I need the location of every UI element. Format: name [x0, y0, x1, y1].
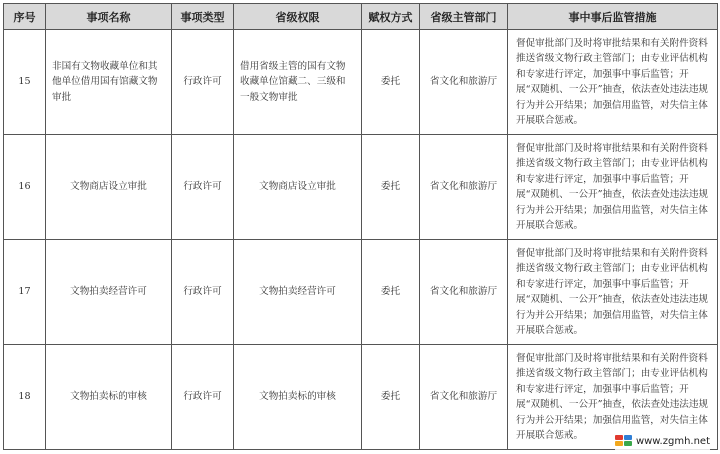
table-row: [4, 240, 718, 345]
header-provincial-authority: 省级权限: [234, 4, 362, 30]
cell-item-type: 行政许可: [172, 345, 234, 450]
cell-serial: 15: [4, 30, 46, 135]
logo-block-yellow: [615, 441, 623, 446]
table-header-row: [4, 4, 718, 30]
cell-empowerment-method: 委托: [362, 30, 420, 135]
cell-item-name: 文物拍卖标的审核: [46, 345, 172, 450]
cell-supervision-measures: 督促审批部门及时将审批结果和有关附件资料推送省级文物行政主管部门；由专业评估机构和专家进行评定，加强事中事后监管；开展“双随机、一公开”抽查，依法查处违法违规行为并公开结果；加强信用监管，对失信主体开展联合惩戒。: [508, 30, 718, 135]
cell-serial: 17: [4, 240, 46, 345]
cell-department: 省文化和旅游厅: [420, 135, 508, 240]
cell-department: 省文化和旅游厅: [420, 30, 508, 135]
logo-block-red: [615, 435, 623, 440]
cell-provincial-authority: 借用省级主管的国有文物收藏单位馆藏二、三级和一般文物审批: [234, 30, 362, 135]
cell-item-type: 行政许可: [172, 135, 234, 240]
cell-item-type: 行政许可: [172, 30, 234, 135]
table-row: [4, 345, 718, 450]
header-item-name: 事项名称: [46, 4, 172, 30]
cell-empowerment-method: 委托: [362, 240, 420, 345]
table-row: [4, 30, 718, 135]
cell-serial: 18: [4, 345, 46, 450]
cell-empowerment-method: 委托: [362, 345, 420, 450]
header-supervision-measures: 事中事后监管措施: [508, 4, 718, 30]
header-empowerment-method: 赋权方式: [362, 4, 420, 30]
site-watermark: [615, 431, 710, 451]
cell-item-type: 行政许可: [172, 240, 234, 345]
cell-supervision-measures: 督促审批部门及时将审批结果和有关附件资料推送省级文物行政主管部门；由专业评估机构和专家进行评定，加强事中事后监管；开展“双随机、一公开”抽查，依法查处违法违规行为并公开结果；加强信用监管，对失信主体开展联合惩戒。: [508, 240, 718, 345]
cell-provincial-authority: 文物拍卖经营许可: [234, 240, 362, 345]
table-row: [4, 135, 718, 240]
header-department: 省级主管部门: [420, 4, 508, 30]
cell-serial: 16: [4, 135, 46, 240]
header-item-type: 事项类型: [172, 4, 234, 30]
cell-provincial-authority: 文物拍卖标的审核: [234, 345, 362, 450]
logo-block-green: [624, 441, 632, 446]
logo-block-blue: [624, 435, 632, 440]
cell-provincial-authority: 文物商店设立审批: [234, 135, 362, 240]
watermark-text: www.zgmh.net: [635, 435, 710, 447]
cell-supervision-measures: 督促审批部门及时将审批结果和有关附件资料推送省级文物行政主管部门；由专业评估机构和专家进行评定，加强事中事后监管；开展“双随机、一公开”抽查，依法查处违法违规行为并公开结果；加强信用监管，对失信主体开展联合惩戒。: [508, 135, 718, 240]
cell-department: 省文化和旅游厅: [420, 345, 508, 450]
header-serial: 序号: [4, 4, 46, 30]
supervision-table: [3, 3, 718, 450]
cell-item-name: 文物拍卖经营许可: [46, 240, 172, 345]
cell-item-name: 文物商店设立审批: [46, 135, 172, 240]
document-table-container: [3, 3, 717, 451]
cell-empowerment-method: 委托: [362, 135, 420, 240]
site-logo-icon: [615, 435, 633, 447]
cell-department: 省文化和旅游厅: [420, 240, 508, 345]
cell-item-name: 非国有文物收藏单位和其他单位借用国有馆藏文物审批: [46, 30, 172, 135]
cell-supervision-measures: 督促审批部门及时将审批结果和有关附件资料推送省级文物行政主管部门；由专业评估机构和专家进行评定，加强事中事后监管；开展“双随机、一公开”抽查，依法查处违法违规行为并公开结果；加强信用监管，对失信主体开展联合惩戒。: [508, 345, 718, 450]
